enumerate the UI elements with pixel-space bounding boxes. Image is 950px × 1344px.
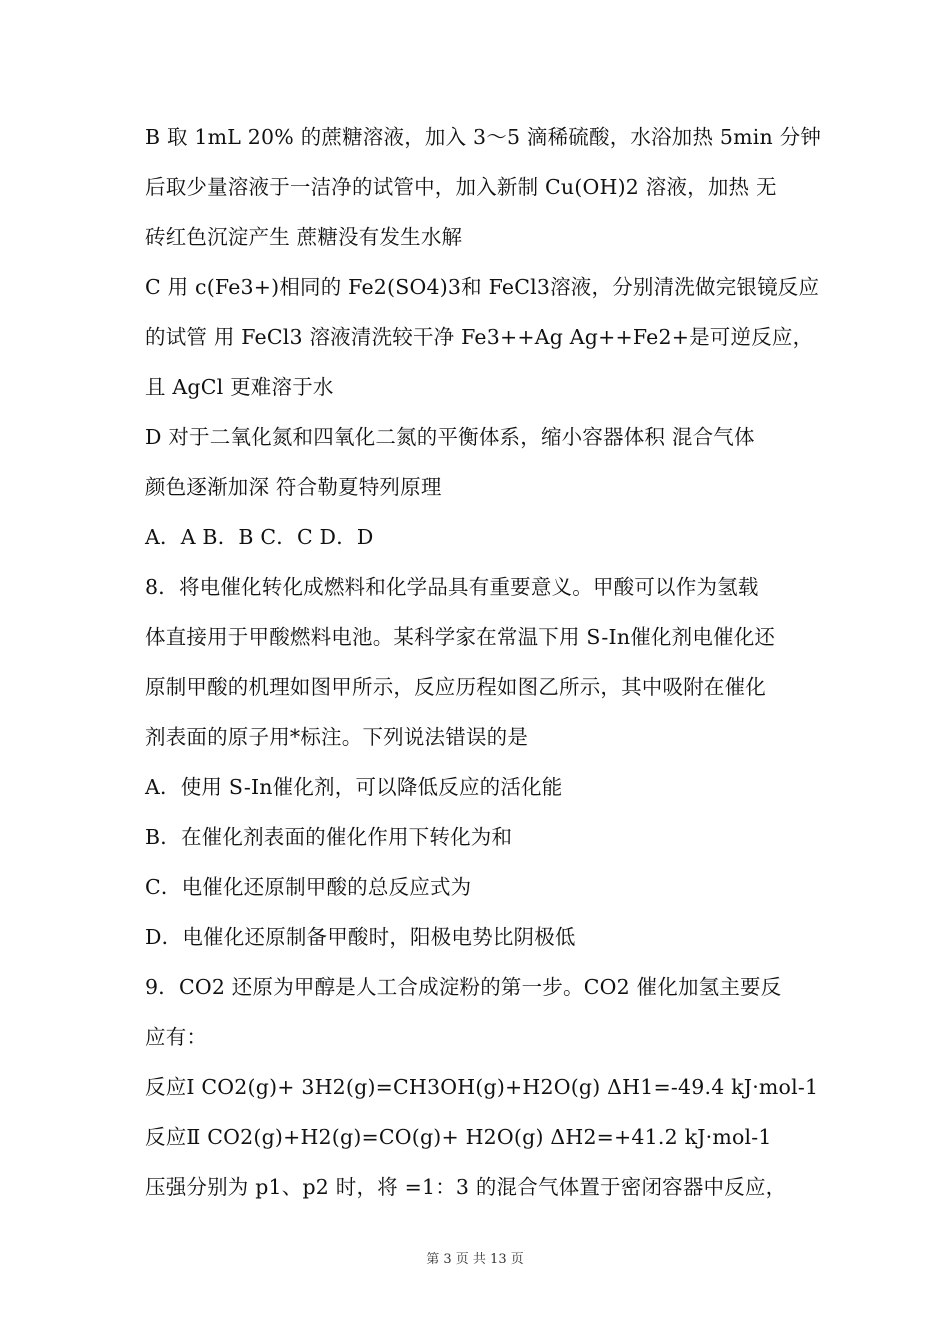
text-line: C 用 c(Fe3+)相同的 Fe2(SO4)3和 FeCl3溶液，分别清洗做完银镜反应 <box>145 275 820 299</box>
text-line: 原制甲酸的机理如图甲所示，反应历程如图乙所示，其中吸附在催化 <box>145 675 766 699</box>
text-line: 应有： <box>145 1025 208 1049</box>
text-line: 压强分别为 p1、p2 时，将 =1：3 的混合气体置于密闭容器中反应， <box>145 1175 787 1199</box>
answer-options-line: A．A B．B C．C D．D <box>145 525 374 549</box>
text-line: 砖红色沉淀产生 蔗糖没有发生水解 <box>145 225 463 249</box>
text-line: B 取 1mL 20% 的蔗糖溶液，加入 3～5 滴稀硫酸，水浴加热 5min 分钟 <box>145 125 822 149</box>
page-body <box>145 117 822 1217</box>
option-c-line: C．电催化还原制甲酸的总反应式为 <box>145 875 472 899</box>
question-9-line: 9．CO2 还原为甲醇是人工合成淀粉的第一步。CO2 催化加氢主要反 <box>145 975 782 999</box>
text-line: 后取少量溶液于一洁净的试管中，加入新制 Cu(OH)2 溶液，加热 无 <box>145 175 777 199</box>
text-line: 剂表面的原子用*标注。下列说法错误的是 <box>145 725 529 749</box>
reaction-1-line: 反应Ⅰ CO2(g)+ 3H2(g)=CH3OH(g)+H2O(g) ΔH1=-49.4 kJ·mol-1 <box>145 1075 819 1099</box>
text-line: 体直接用于甲酸燃料电池。某科学家在常温下用 S-In催化剂电催化还 <box>145 625 776 649</box>
page-footer: 第 3 页 共 13 页 <box>426 1252 524 1267</box>
option-b-line: B．在催化剂表面的催化作用下转化为和 <box>145 825 513 849</box>
reaction-2-line: 反应Ⅱ CO2(g)+H2(g)=CO(g)+ H2O(g) ΔH2=+41.2 kJ·mol-1 <box>145 1125 772 1149</box>
question-8-line: 8．将电催化转化成燃料和化学品具有重要意义。甲酸可以作为氢载 <box>145 575 759 599</box>
text-line: 且 AgCl 更难溶于水 <box>145 375 334 399</box>
text-line: 的试管 用 FeCl3 溶液清洗较干净 Fe3++Ag Ag++Fe2+是可逆反应， <box>145 325 814 349</box>
text-line: D 对于二氧化氮和四氧化二氮的平衡体系，缩小容器体积 混合气体 <box>145 425 755 449</box>
option-a-line: A．使用 S-In催化剂，可以降低反应的活化能 <box>145 775 563 799</box>
option-d-line: D．电催化还原制备甲酸时，阳极电势比阴极低 <box>145 925 576 949</box>
text-line: 颜色逐渐加深 符合勒夏特列原理 <box>145 475 442 499</box>
